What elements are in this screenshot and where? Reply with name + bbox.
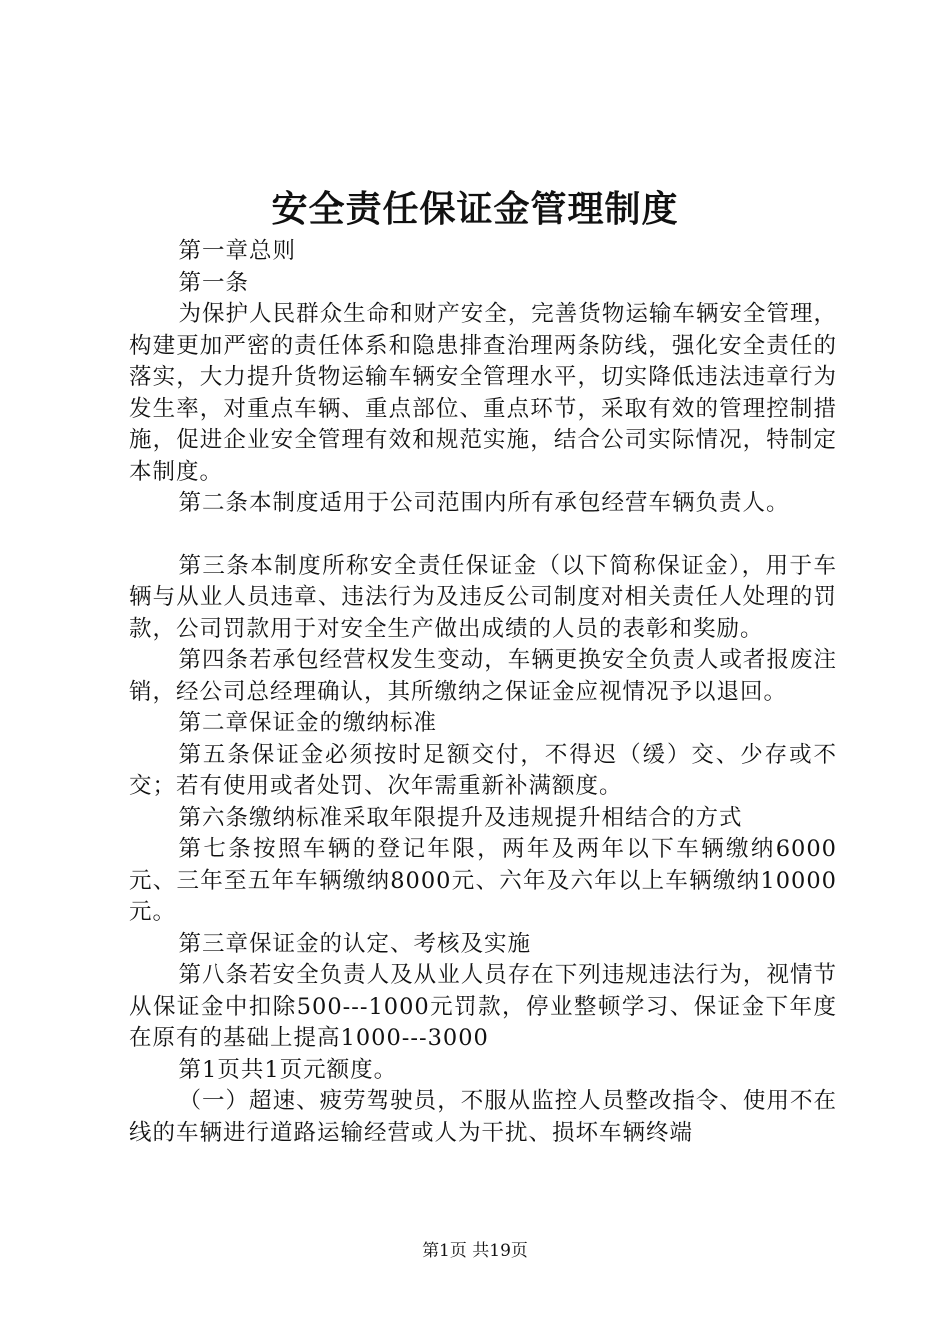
paragraph: 为保护人民群众生命和财产安全，完善货物运输车辆安全管理，构建更加严密的责任体系和隐患排查治理两条防线，强化安全责任的落实，大力提升货物运输车辆安全管理水平，切实降低违法违章行为发生率，对重点车辆、重点部位、重点环节，采取有效的管理控制措施，促进企业安全管理有效和规范实施，结合公司实际情况，特制定本制度。 xyxy=(129,301,837,485)
paragraph: 第七条按照车辆的登记年限，两年及两年以下车辆缴纳6000元、三年至五年车辆缴纳8000元、六年及六年以上车辆缴纳10000元。 xyxy=(129,836,837,925)
article-heading: 第一条 xyxy=(178,269,250,296)
paragraph: 第二条本制度适用于公司范围内所有承包经营车辆负责人。 xyxy=(178,490,790,516)
chapter-heading: 第三章保证金的认定、考核及实施 xyxy=(178,930,532,957)
paragraph: 第三条本制度所称安全责任保证金（以下简称保证金），用于车辆与从业人员违章、违法行为及违反公司制度对相关责任人处理的罚款，公司罚款用于对安全生产做出成绩的人员的表彰和奖励。 xyxy=(129,552,837,642)
document-body xyxy=(129,236,837,1149)
document-title: 安全责任保证金管理制度 xyxy=(271,188,679,230)
paragraph: （一）超速、疲劳驾驶员，不服从监控人员整改指令、使用不在线的车辆进行道路运输经营或人为干扰、损坏车辆终端 xyxy=(129,1088,837,1146)
paragraph: 第1页共1页元额度。 xyxy=(178,1056,398,1083)
paragraph: 第五条保证金必须按时足额交付，不得迟（缓）交、少存或不交；若有使用或者处罚、次年需重新补满额度。 xyxy=(129,741,837,799)
paragraph: 第四条若承包经营权发生变动，车辆更换安全负责人或者报废注销，经公司总经理确认，其所缴纳之保证金应视情况予以退回。 xyxy=(129,647,837,705)
chapter-heading: 第一章总则 xyxy=(178,238,297,264)
page-footer: 第1页 共19页 xyxy=(422,1241,528,1261)
paragraph: 第六条缴纳标准采取年限提升及违规提升相结合的方式 xyxy=(178,804,743,831)
chapter-heading: 第二章保证金的缴纳标准 xyxy=(178,710,438,736)
paragraph: 第八条若安全负责人及从业人员存在下列违规违法行为，视情节从保证金中扣除500---1000元罚款，停业整顿学习、保证金下年度在原有的基础上提高1000---3000 xyxy=(129,962,837,1051)
blank-line xyxy=(129,520,837,551)
